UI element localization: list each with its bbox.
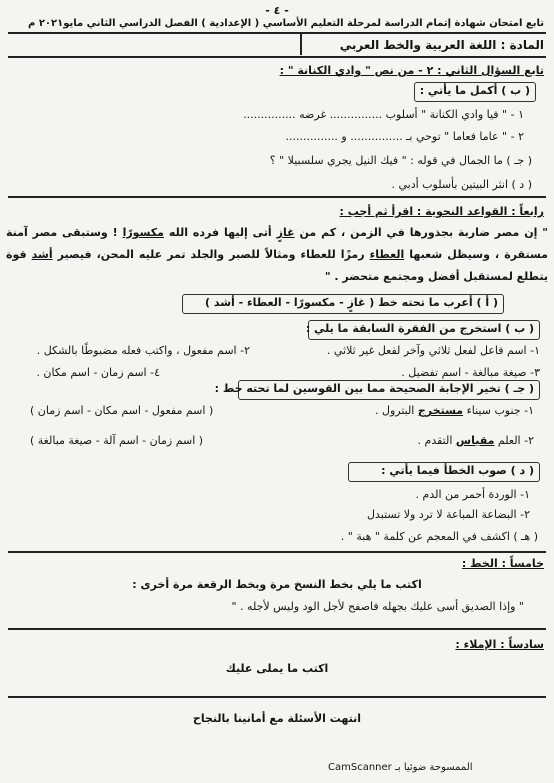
b-item-1: ١ - " فيا وادي الكنانة " أسلوب ............... غرضه ...............	[243, 108, 524, 121]
passage-part-5: قوة يتطلع لمستقبل أفضل ومجتمع متحضر . "	[6, 248, 548, 283]
passage-part-3: ! وستبقى مصر آمنة مستقرة ، وسيظل شعبها	[6, 226, 548, 261]
exam-header: تابع امتحان شهادة إتمام الدراسة لمرحلة التعليم الأساسي ( الإعدادية ) الفصل الدراسي الثاني مايو٢٠٢١ م	[28, 18, 544, 29]
q6-title: سادساً : الإملاء :	[455, 638, 544, 651]
q4b-title: ( ب ) استخرج من الفقرة السابقة ما يلي :	[305, 322, 534, 335]
divider	[8, 628, 546, 630]
divider	[8, 696, 546, 698]
q4-title: رابعاً : القواعد النحوية : اقرأ ثم أجب :	[339, 205, 544, 218]
passage-part-2: أتى إليها فرده الله	[168, 226, 272, 239]
q4c-2-word: مقياس	[455, 434, 495, 447]
divider	[8, 196, 546, 198]
q4c-title: ( جـ ) تخير الإجابة الصحيحة مما بين القوسين لما تحته خط :	[214, 382, 534, 395]
q6-text: اكتب ما يملى عليك	[225, 662, 329, 675]
q5-text: " وإذا الصديق أسى عليك بجهله فاصفح لأجل الود وليس لأجله . "	[231, 600, 524, 613]
q4b-item-2: ٢- اسم مفعول ، واكتب فعله مضبوطًا بالشكل .	[36, 344, 250, 357]
q4c-2-rest: التقدم .	[417, 434, 453, 447]
q4b-item-1: ١- اسم فاعل لفعل ثلاثي وآخر لفعل غير ثلاثي .	[326, 344, 540, 357]
closing-text: انتهت الأسئلة مع أمانينا بالنجاح	[192, 712, 362, 725]
q2-title: تابع السؤال الثاني : ٢ - من نص " وادي الكنانة " :	[279, 64, 544, 77]
q4d-item-2: ٢- البضاعة المباعة لا ترد ولا تستبدل	[366, 508, 530, 521]
b-item-2: ٢ - " عاما فعاما " توحي بـ ............... و ...............	[285, 130, 524, 143]
divider	[300, 33, 302, 55]
passage-part-1: " إن مصر ضاربة بجذورها في الزمن ، كم من	[299, 226, 548, 239]
passage	[6, 222, 548, 288]
q4c-1-options: ( اسم مفعول - اسم مكان - اسم زمان )	[30, 404, 214, 417]
q4h: ( هـ ) اكشف في المعجم عن كلمة " هبة " .	[340, 530, 538, 543]
page-number: - ٤ -	[265, 4, 289, 17]
divider	[8, 56, 546, 58]
q4b-item-3: ٣- صيغة مبالغة - اسم تفضيل .	[401, 366, 540, 379]
passage-word-3: العطاء	[369, 248, 405, 261]
b-title: ( ب ) أكمل ما يأتي :	[419, 84, 530, 97]
camscanner-mark: الممسوحة ضوئيا بـ CamScanner	[328, 762, 473, 773]
q4c-2-text: ٢- العلم	[497, 434, 534, 447]
q4b-item-4: ٤- اسم زمان - اسم مكان .	[36, 366, 160, 379]
passage-word-2: مكسورًا	[122, 226, 164, 239]
q4c-1-word: مستخرج	[417, 404, 464, 417]
q4a: ( أ ) أعرب ما تحته خط ( غازٍ - مكسورًا - العطاء - أشد )	[205, 296, 498, 309]
q5-title: خامساً : الخط :	[461, 557, 544, 570]
passage-part-4: رمزًا للعطاء ومثالاً للصبر والجلد تمر عليه المحن، فيصير	[57, 248, 365, 261]
q4c-2-options: ( اسم زمان - اسم آلة - صيغة مبالغة )	[30, 434, 204, 447]
q4c-item-1	[375, 404, 534, 417]
q4c-item-2	[418, 434, 534, 447]
q4c-1-rest: البترول .	[374, 404, 415, 417]
divider	[8, 32, 546, 34]
q5-instruction: اكتب ما يلي بخط النسخ مرة وبخط الرقعة مرة أخرى :	[132, 578, 422, 591]
q4c-1-text: ١- جنوب سيناء	[466, 404, 534, 417]
q4d-title: ( د ) صوب الخطأ فيما يأتي :	[381, 464, 534, 477]
divider	[8, 551, 546, 553]
passage-word-1: غازٍ	[276, 226, 295, 239]
d-question: ( د ) انثر البيتين بأسلوب أدبي .	[391, 178, 532, 191]
passage-word-4: أشد	[31, 248, 53, 261]
q4d-item-1: ١- الوردة أحمر من الدم .	[415, 488, 530, 501]
c-question: ( جـ ) ما الجمال في قوله : " فيك النيل يجري سلسبيلا " ؟	[269, 154, 532, 167]
subject-title: المادة : اللغة العربية والخط العربي	[339, 38, 544, 52]
